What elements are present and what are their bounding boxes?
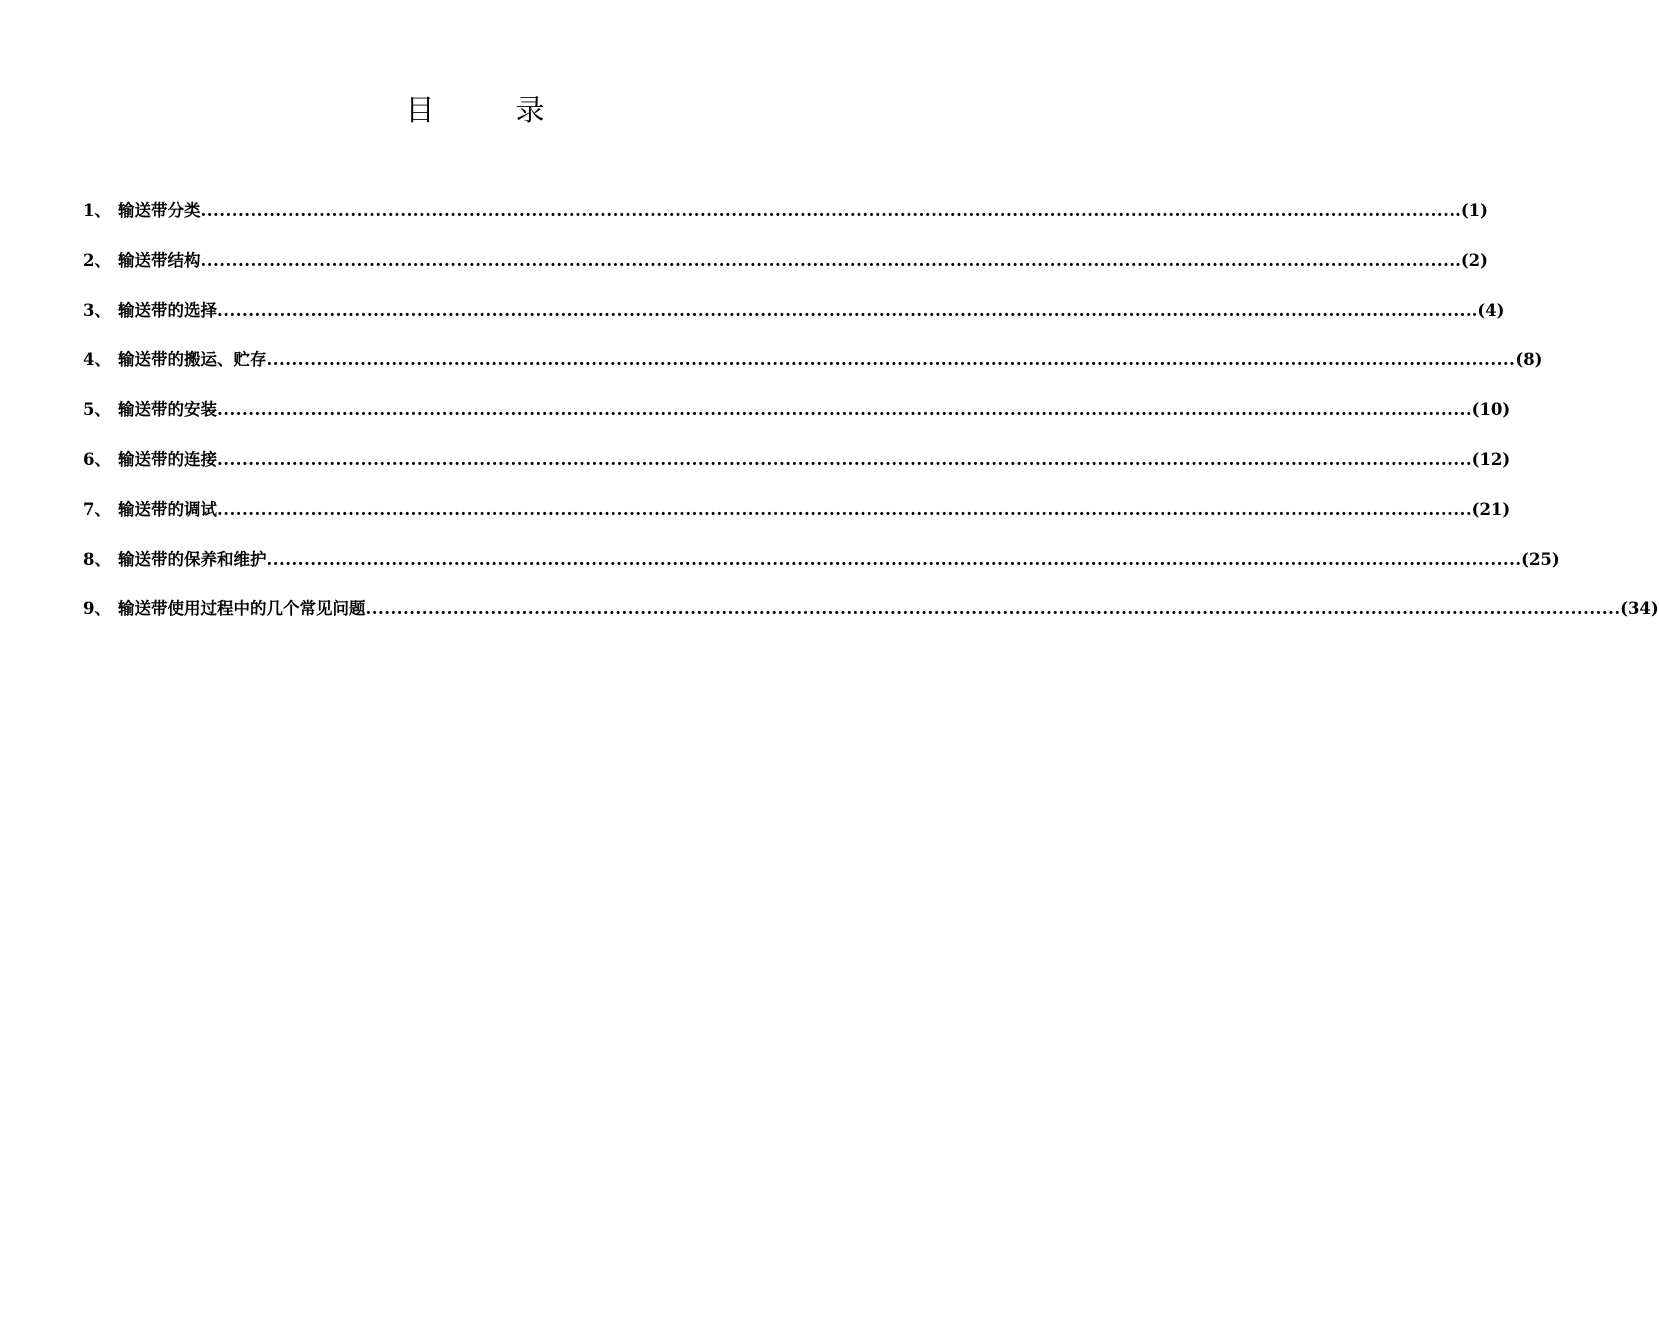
toc-entry-page: .(10) <box>1465 400 1511 420</box>
toc-entry-page: .(34) <box>1614 599 1659 619</box>
toc-entry-title: 输送带的连接 <box>118 449 217 469</box>
toc-entry-number: 2、 <box>83 250 111 270</box>
toc-leader-dots: ........................................................................................................................................................................................................ <box>200 250 1450 270</box>
toc-entry-title: 输送带使用过程中的几个常见问题 <box>118 599 366 619</box>
toc-entry-number: 5、 <box>83 400 111 420</box>
toc-entry-title: 输送带的保养和维护 <box>118 549 267 569</box>
toc-entry-number: 7、 <box>83 499 111 519</box>
toc-entry-page: ..(4) <box>1465 300 1505 320</box>
toc-entry-title: 输送带的选择 <box>118 300 217 320</box>
toc-entry-number: 1、 <box>83 201 111 220</box>
toc-entry[interactable] <box>83 495 1511 545</box>
toc-entry-number: 8、 <box>83 549 111 569</box>
toc-entry[interactable] <box>83 545 1560 595</box>
page-title: 目 录 <box>405 93 571 127</box>
toc-entry-title: 输送带分类 <box>118 201 201 220</box>
toc-entry[interactable] <box>83 594 1659 644</box>
table-of-contents <box>83 196 1659 644</box>
toc-entry-title: 输送带的安装 <box>118 400 217 420</box>
toc-entry-page: (8) <box>1515 350 1543 370</box>
toc-entry-page: .(12) <box>1465 449 1511 469</box>
toc-entry[interactable] <box>83 246 1488 296</box>
toc-entry-page: .(25) <box>1515 549 1560 569</box>
toc-entry[interactable] <box>83 395 1511 445</box>
toc-entry-page: ..(2) <box>1449 250 1488 270</box>
toc-entry-title: 输送带结构 <box>118 250 201 270</box>
toc-entry-page: ..(1) <box>1449 201 1488 220</box>
toc-entry-number: 9、 <box>83 599 111 619</box>
toc-entry-number: 6、 <box>83 449 111 469</box>
toc-leader-dots: ........................................................................................................................................................................................................ <box>266 350 1516 370</box>
toc-entry-title: 输送带的搬运、贮存 <box>118 350 267 370</box>
toc-entry-title: 输送带的调试 <box>118 499 217 519</box>
toc-leader-dots: ........................................................................................................................................................................................................ <box>217 449 1466 469</box>
toc-entry[interactable] <box>83 345 1543 395</box>
toc-leader-dots: ........................................................................................................................................................................................................ <box>200 201 1450 220</box>
toc-entry-number: 4、 <box>83 350 111 370</box>
toc-entry[interactable] <box>83 196 1488 246</box>
toc-leader-dots: ........................................................................................................................................................................................................ <box>217 400 1466 420</box>
toc-entry[interactable] <box>83 296 1505 346</box>
toc-entry-page: .(21) <box>1465 499 1511 519</box>
toc-entry-number: 3、 <box>83 300 111 320</box>
toc-leader-dots: ........................................................................................................................................................................................................ <box>365 599 1615 619</box>
toc-leader-dots: ........................................................................................................................................................................................................ <box>217 499 1466 519</box>
toc-leader-dots: ........................................................................................................................................................................................................ <box>266 549 1516 569</box>
toc-leader-dots: ........................................................................................................................................................................................................ <box>217 300 1466 320</box>
toc-entry[interactable] <box>83 445 1511 495</box>
